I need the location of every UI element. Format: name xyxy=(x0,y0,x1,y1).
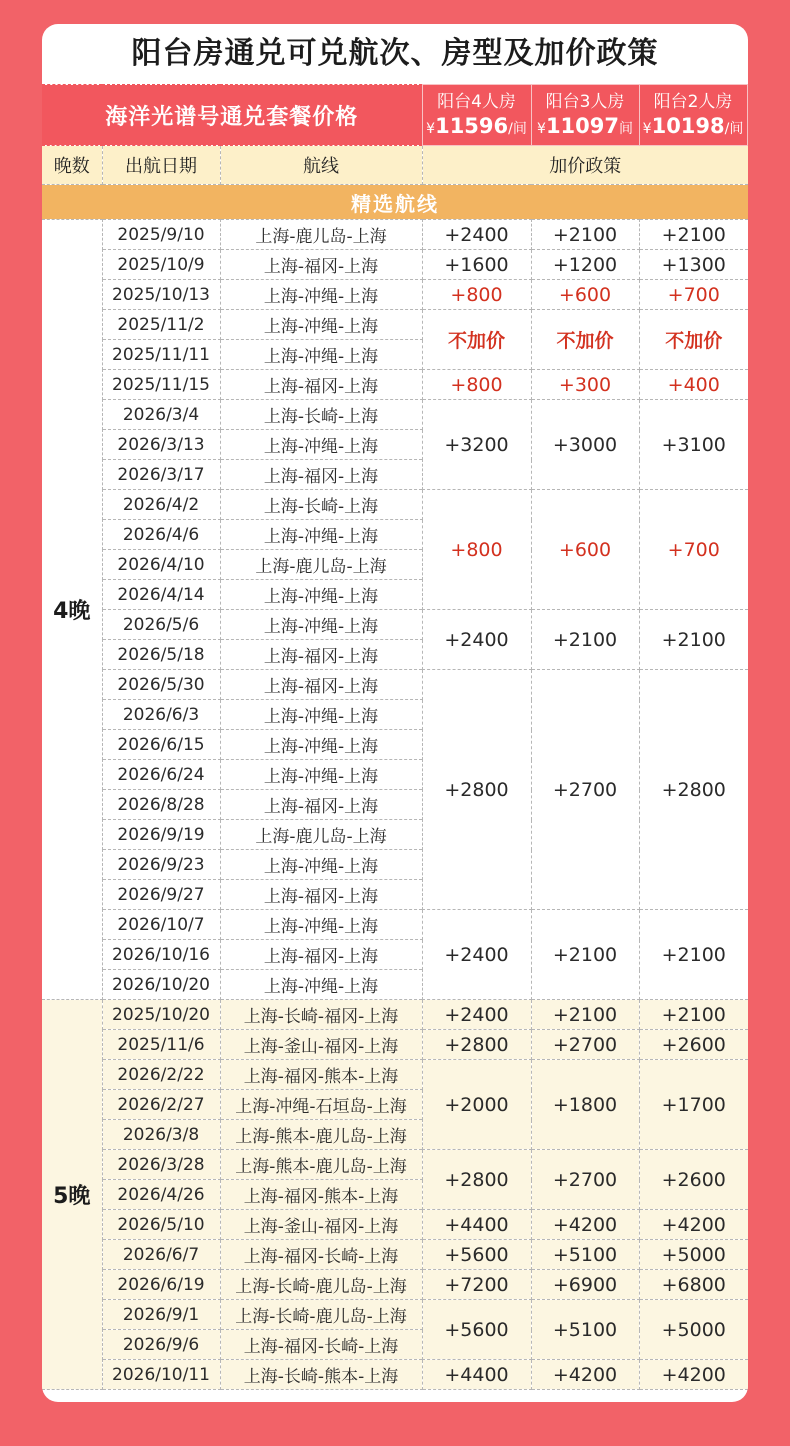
nights-label: 5晚 xyxy=(42,1000,102,1390)
sail-date: 2026/5/6 xyxy=(102,610,220,640)
route: 上海-长崎-上海 xyxy=(220,490,422,520)
route: 上海-福冈-上海 xyxy=(220,880,422,910)
surcharge-cell: +2100 xyxy=(531,1000,639,1030)
route: 上海-福冈-熊本-上海 xyxy=(220,1060,422,1090)
route: 上海-冲绳-上海 xyxy=(220,760,422,790)
sail-date: 2026/2/22 xyxy=(102,1060,220,1090)
surcharge-cell: +2800 xyxy=(422,1030,531,1060)
table-row xyxy=(42,1210,748,1240)
sail-date: 2025/11/6 xyxy=(102,1030,220,1060)
col-nights: 晚数 xyxy=(42,146,102,185)
section-row xyxy=(42,185,748,220)
surcharge-cell: +6900 xyxy=(531,1270,639,1300)
sail-date: 2026/3/13 xyxy=(102,430,220,460)
table-row xyxy=(42,910,748,940)
sail-date: 2025/10/20 xyxy=(102,1000,220,1030)
route: 上海-福冈-上海 xyxy=(220,250,422,280)
surcharge-cell: +2600 xyxy=(639,1150,748,1210)
surcharge-cell: +600 xyxy=(531,280,639,310)
surcharge-cell: +2700 xyxy=(531,1030,639,1060)
sail-date: 2026/4/6 xyxy=(102,520,220,550)
room-2-header xyxy=(639,85,748,146)
surcharge-cell: +2100 xyxy=(639,1000,748,1030)
room-price: ¥11097间 xyxy=(537,113,633,138)
sail-date: 2025/9/10 xyxy=(102,220,220,250)
room-name: 阳台3人房 xyxy=(545,91,625,112)
sail-date: 2026/9/19 xyxy=(102,820,220,850)
surcharge-cell: +2000 xyxy=(422,1060,531,1150)
sail-date: 2026/5/30 xyxy=(102,670,220,700)
table-row xyxy=(42,1060,748,1090)
route: 上海-冲绳-上海 xyxy=(220,520,422,550)
sail-date: 2026/6/19 xyxy=(102,1270,220,1300)
table-row xyxy=(42,610,748,640)
route: 上海-福冈-上海 xyxy=(220,790,422,820)
surcharge-cell: +3100 xyxy=(639,400,748,490)
route: 上海-福冈-熊本-上海 xyxy=(220,1180,422,1210)
surcharge-cell: +700 xyxy=(639,280,748,310)
sail-date: 2025/10/13 xyxy=(102,280,220,310)
sail-date: 2026/9/23 xyxy=(102,850,220,880)
sail-date: 2025/11/2 xyxy=(102,310,220,340)
sail-date: 2026/9/1 xyxy=(102,1300,220,1330)
route: 上海-福冈-长崎-上海 xyxy=(220,1240,422,1270)
route: 上海-冲绳-上海 xyxy=(220,970,422,1000)
table-row xyxy=(42,490,748,520)
surcharge-cell: +2100 xyxy=(639,910,748,1000)
sail-date: 2026/3/28 xyxy=(102,1150,220,1180)
surcharge-cell: +5600 xyxy=(422,1300,531,1360)
route: 上海-冲绳-上海 xyxy=(220,580,422,610)
surcharge-cell: +400 xyxy=(639,370,748,400)
header-row xyxy=(42,85,748,146)
table-row xyxy=(42,280,748,310)
route: 上海-福冈-上海 xyxy=(220,370,422,400)
route: 上海-熊本-鹿儿岛-上海 xyxy=(220,1120,422,1150)
surcharge-cell: +1300 xyxy=(639,250,748,280)
route: 上海-冲绳-上海 xyxy=(220,610,422,640)
surcharge-cell: +2400 xyxy=(422,910,531,1000)
table-row xyxy=(42,1030,748,1060)
surcharge-cell: +300 xyxy=(531,370,639,400)
route: 上海-福冈-上海 xyxy=(220,640,422,670)
surcharge-cell: +5600 xyxy=(422,1240,531,1270)
route: 上海-冲绳-上海 xyxy=(220,850,422,880)
sail-date: 2026/9/27 xyxy=(102,880,220,910)
room-4-header xyxy=(422,85,531,146)
sail-date: 2026/4/10 xyxy=(102,550,220,580)
sail-date: 2025/10/9 xyxy=(102,250,220,280)
surcharge-cell: +5100 xyxy=(531,1300,639,1360)
surcharge-cell: +2600 xyxy=(639,1030,748,1060)
sail-date: 2026/6/15 xyxy=(102,730,220,760)
page-title: 阳台房通兑可兑航次、房型及加价政策 xyxy=(131,36,659,71)
surcharge-cell: +2400 xyxy=(422,610,531,670)
surcharge-cell: +800 xyxy=(422,370,531,400)
route: 上海-长崎-鹿儿岛-上海 xyxy=(220,1300,422,1330)
surcharge-cell: +1600 xyxy=(422,250,531,280)
table-row xyxy=(42,310,748,340)
surcharge-cell: +2400 xyxy=(422,220,531,250)
surcharge-cell: +3000 xyxy=(531,400,639,490)
route: 上海-釜山-福冈-上海 xyxy=(220,1210,422,1240)
room-name: 阳台2人房 xyxy=(653,91,733,112)
table-row xyxy=(42,250,748,280)
sail-date: 2026/4/26 xyxy=(102,1180,220,1210)
room-price: ¥11596/间 xyxy=(426,113,527,138)
surcharge-cell: +4200 xyxy=(531,1360,639,1390)
column-header-row xyxy=(42,146,748,185)
surcharge-cell: +2100 xyxy=(639,610,748,670)
package-title: 海洋光谱号通兑套餐价格 xyxy=(42,85,422,146)
surcharge-cell: +4200 xyxy=(639,1360,748,1390)
surcharge-cell: 不加价 xyxy=(639,310,748,370)
room-price: ¥10198/间 xyxy=(642,113,744,138)
table-row xyxy=(42,1270,748,1300)
price-table xyxy=(42,84,748,1390)
col-route: 航线 xyxy=(220,146,422,185)
nights-label: 4晚 xyxy=(42,220,102,1000)
room-name: 阳台4人房 xyxy=(437,91,516,112)
sail-date: 2026/10/16 xyxy=(102,940,220,970)
route: 上海-长崎-福冈-上海 xyxy=(220,1000,422,1030)
table-row xyxy=(42,370,748,400)
surcharge-cell: 不加价 xyxy=(531,310,639,370)
surcharge-cell: +2100 xyxy=(639,220,748,250)
route: 上海-福冈-上海 xyxy=(220,940,422,970)
sail-date: 2026/5/10 xyxy=(102,1210,220,1240)
route: 上海-釜山-福冈-上海 xyxy=(220,1030,422,1060)
surcharge-cell: +2700 xyxy=(531,670,639,910)
surcharge-cell: +2800 xyxy=(639,670,748,910)
route: 上海-福冈-长崎-上海 xyxy=(220,1330,422,1360)
surcharge-cell: +5000 xyxy=(639,1240,748,1270)
route: 上海-长崎-上海 xyxy=(220,400,422,430)
sail-date: 2026/10/20 xyxy=(102,970,220,1000)
route: 上海-冲绳-上海 xyxy=(220,310,422,340)
table-row xyxy=(42,1000,748,1030)
surcharge-cell: +600 xyxy=(531,490,639,610)
surcharge-cell: +4200 xyxy=(639,1210,748,1240)
table-row xyxy=(42,1240,748,1270)
table-row xyxy=(42,1300,748,1330)
surcharge-cell: +1700 xyxy=(639,1060,748,1150)
surcharge-cell: +700 xyxy=(639,490,748,610)
sail-date: 2026/3/4 xyxy=(102,400,220,430)
sail-date: 2026/6/3 xyxy=(102,700,220,730)
route: 上海-熊本-鹿儿岛-上海 xyxy=(220,1150,422,1180)
sail-date: 2026/10/11 xyxy=(102,1360,220,1390)
table-row xyxy=(42,670,748,700)
sail-date: 2026/3/8 xyxy=(102,1120,220,1150)
route: 上海-冲绳-上海 xyxy=(220,910,422,940)
sail-date: 2026/4/14 xyxy=(102,580,220,610)
route: 上海-福冈-上海 xyxy=(220,460,422,490)
surcharge-cell: +3200 xyxy=(422,400,531,490)
surcharge-cell: +6800 xyxy=(639,1270,748,1300)
surcharge-cell: +4400 xyxy=(422,1360,531,1390)
surcharge-cell: +5100 xyxy=(531,1240,639,1270)
surcharge-cell: +1200 xyxy=(531,250,639,280)
table-row xyxy=(42,220,748,250)
surcharge-cell: +4400 xyxy=(422,1210,531,1240)
surcharge-cell: +2800 xyxy=(422,1150,531,1210)
route: 上海-鹿儿岛-上海 xyxy=(220,550,422,580)
sail-date: 2026/6/7 xyxy=(102,1240,220,1270)
surcharge-cell: +7200 xyxy=(422,1270,531,1300)
col-date: 出航日期 xyxy=(102,146,220,185)
sail-date: 2026/6/24 xyxy=(102,760,220,790)
route: 上海-长崎-鹿儿岛-上海 xyxy=(220,1270,422,1300)
surcharge-cell: +1800 xyxy=(531,1060,639,1150)
route: 上海-福冈-上海 xyxy=(220,670,422,700)
room-3-header xyxy=(531,85,639,146)
sail-date: 2026/3/17 xyxy=(102,460,220,490)
sail-date: 2026/4/2 xyxy=(102,490,220,520)
route: 上海-长崎-熊本-上海 xyxy=(220,1360,422,1390)
route: 上海-冲绳-上海 xyxy=(220,280,422,310)
surcharge-cell: +2100 xyxy=(531,910,639,1000)
sail-date: 2026/10/7 xyxy=(102,910,220,940)
route: 上海-冲绳-上海 xyxy=(220,730,422,760)
surcharge-cell: +4200 xyxy=(531,1210,639,1240)
sail-date: 2025/11/11 xyxy=(102,340,220,370)
route: 上海-冲绳-上海 xyxy=(220,430,422,460)
table-row xyxy=(42,1150,748,1180)
surcharge-cell: +5000 xyxy=(639,1300,748,1360)
route: 上海-鹿儿岛-上海 xyxy=(220,820,422,850)
sail-date: 2025/11/15 xyxy=(102,370,220,400)
surcharge-cell: +2100 xyxy=(531,610,639,670)
sail-date: 2026/8/28 xyxy=(102,790,220,820)
table-row xyxy=(42,1360,748,1390)
price-card xyxy=(42,24,748,1402)
surcharge-cell: +800 xyxy=(422,490,531,610)
surcharge-cell: +800 xyxy=(422,280,531,310)
surcharge-cell: 不加价 xyxy=(422,310,531,370)
col-policy: 加价政策 xyxy=(422,146,748,185)
route: 上海-冲绳-石垣岛-上海 xyxy=(220,1090,422,1120)
route: 上海-鹿儿岛-上海 xyxy=(220,220,422,250)
table-row xyxy=(42,400,748,430)
sail-date: 2026/5/18 xyxy=(102,640,220,670)
sail-date: 2026/9/6 xyxy=(102,1330,220,1360)
section-title: 精选航线 xyxy=(42,185,748,220)
route: 上海-冲绳-上海 xyxy=(220,340,422,370)
surcharge-cell: +2800 xyxy=(422,670,531,910)
sail-date: 2026/2/27 xyxy=(102,1090,220,1120)
surcharge-cell: +2700 xyxy=(531,1150,639,1210)
route: 上海-冲绳-上海 xyxy=(220,700,422,730)
surcharge-cell: +2400 xyxy=(422,1000,531,1030)
surcharge-cell: +2100 xyxy=(531,220,639,250)
